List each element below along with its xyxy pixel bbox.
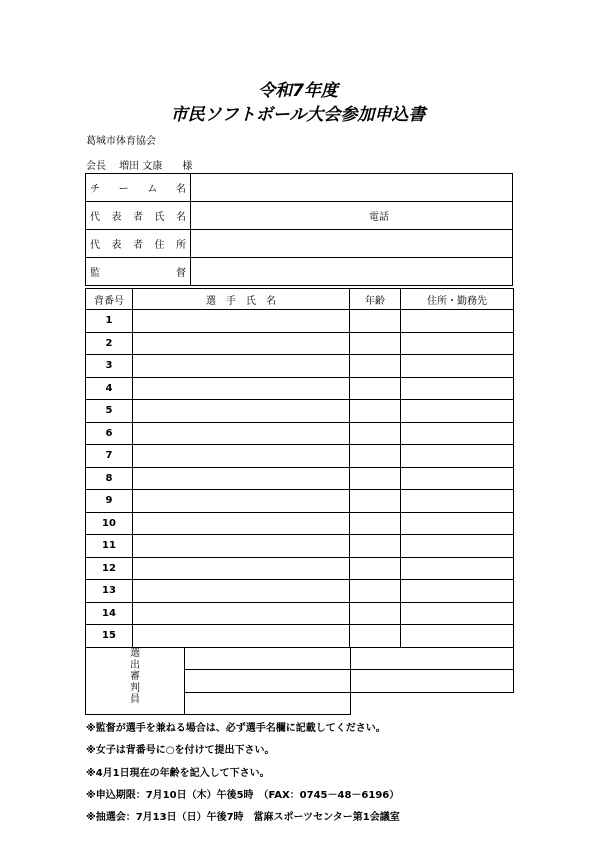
player-address-field[interactable] (401, 377, 514, 400)
umpire-info-field[interactable] (351, 648, 514, 670)
player-number: 5 (86, 400, 133, 423)
player-age-field[interactable] (350, 422, 401, 445)
umpires-table (85, 647, 514, 715)
player-number: 10 (86, 512, 133, 535)
player-address-field[interactable] (401, 580, 514, 603)
umpire-info-field[interactable] (351, 692, 514, 714)
address-label: 代 表 者 住 所 (86, 230, 191, 258)
player-row (86, 445, 514, 468)
umpire-info-field[interactable] (351, 670, 514, 692)
player-name-field[interactable] (133, 400, 350, 423)
player-name-field[interactable] (133, 490, 350, 513)
header-address: 住所・勤務先 (401, 289, 514, 310)
team-name-label: チ ー ム 名 (86, 174, 191, 202)
player-row (86, 602, 514, 625)
player-row (86, 490, 514, 513)
phone-label: 電話 (369, 212, 389, 223)
addressee: 会長 増田 文康 様 (86, 161, 193, 172)
representative-label: 代 表 者 氏 名 (86, 202, 191, 230)
player-number: 12 (86, 557, 133, 580)
player-name-field[interactable] (133, 445, 350, 468)
player-age-field[interactable] (350, 535, 401, 558)
player-address-field[interactable] (401, 310, 514, 333)
form-title-year: 令和7年度 (258, 81, 338, 101)
header-number: 背番号 (86, 289, 133, 310)
player-age-field[interactable] (350, 332, 401, 355)
umpire-label: 選 出 審 判 員 (86, 648, 185, 715)
player-address-field[interactable] (401, 512, 514, 535)
player-name-field[interactable] (133, 557, 350, 580)
player-row (86, 557, 514, 580)
player-age-field[interactable] (350, 625, 401, 648)
player-number: 2 (86, 332, 133, 355)
representative-field[interactable] (191, 202, 513, 230)
player-number: 14 (86, 602, 133, 625)
player-age-field[interactable] (350, 355, 401, 378)
player-row (86, 580, 514, 603)
player-row (86, 512, 514, 535)
player-row (86, 422, 514, 445)
player-number: 1 (86, 310, 133, 333)
association-name: 葛城市体育協会 (86, 136, 156, 147)
note-deadline: ※申込期限：7月10日（木）午後5時 （FAX：0745－48－6196） (86, 789, 400, 801)
player-address-field[interactable] (401, 332, 514, 355)
player-number: 13 (86, 580, 133, 603)
team-info-table (85, 173, 513, 286)
player-row (86, 355, 514, 378)
player-address-field[interactable] (401, 602, 514, 625)
note-female: ※女子は背番号に○を付けて提出下さい。 (86, 745, 275, 757)
player-number: 6 (86, 422, 133, 445)
umpire-name-field[interactable] (185, 692, 351, 714)
player-number: 3 (86, 355, 133, 378)
player-address-field[interactable] (401, 400, 514, 423)
player-address-field[interactable] (401, 557, 514, 580)
note-lottery: ※抽選会：7月13日（日）午後7時 當麻スポーツセンター第1会議室 (86, 812, 400, 824)
header-name: 選 手 氏 名 (133, 289, 350, 310)
manager-label: 監 督 (86, 258, 191, 286)
player-age-field[interactable] (350, 490, 401, 513)
notes (86, 722, 400, 833)
player-name-field[interactable] (133, 580, 350, 603)
player-address-field[interactable] (401, 625, 514, 648)
player-age-field[interactable] (350, 557, 401, 580)
player-row (86, 535, 514, 558)
player-name-field[interactable] (133, 332, 350, 355)
note-manager: ※監督が選手を兼ねる場合は、必ず選手名欄に記載してください。 (86, 723, 386, 734)
player-address-field[interactable] (401, 355, 514, 378)
player-age-field[interactable] (350, 377, 401, 400)
team-name-row (86, 174, 513, 202)
player-age-field[interactable] (350, 400, 401, 423)
umpire-row (86, 648, 514, 670)
player-number: 4 (86, 377, 133, 400)
manager-field[interactable] (191, 258, 513, 286)
player-age-field[interactable] (350, 310, 401, 333)
player-number: 7 (86, 445, 133, 468)
player-row (86, 400, 514, 423)
player-address-field[interactable] (401, 422, 514, 445)
manager-row (86, 258, 513, 286)
player-age-field[interactable] (350, 580, 401, 603)
address-field[interactable] (191, 230, 513, 258)
player-address-field[interactable] (401, 467, 514, 490)
players-table (85, 288, 514, 648)
player-name-field[interactable] (133, 512, 350, 535)
player-age-field[interactable] (350, 445, 401, 468)
player-name-field[interactable] (133, 625, 350, 648)
player-number: 9 (86, 490, 133, 513)
player-row (86, 377, 514, 400)
player-address-field[interactable] (401, 445, 514, 468)
player-number: 8 (86, 467, 133, 490)
player-age-field[interactable] (350, 512, 401, 535)
form-title: 市民ソフトボール大会参加申込書 (170, 105, 426, 125)
player-number: 15 (86, 625, 133, 648)
player-number: 11 (86, 535, 133, 558)
representative-row (86, 202, 513, 230)
player-row (86, 332, 514, 355)
umpire-name-field[interactable] (185, 648, 351, 670)
player-name-field[interactable] (133, 467, 350, 490)
player-row (86, 467, 514, 490)
team-name-field[interactable] (191, 174, 513, 202)
player-name-field[interactable] (133, 355, 350, 378)
player-name-field[interactable] (133, 310, 350, 333)
player-age-field[interactable] (350, 467, 401, 490)
note-age: ※4月1日現在の年齢を記入して下さい。 (86, 767, 270, 779)
umpire-name-field[interactable] (185, 670, 351, 692)
player-name-field[interactable] (133, 602, 350, 625)
address-row (86, 230, 513, 258)
player-age-field[interactable] (350, 602, 401, 625)
player-row (86, 310, 514, 333)
players-header-row (86, 289, 514, 310)
player-address-field[interactable] (401, 535, 514, 558)
player-address-field[interactable] (401, 490, 514, 513)
player-name-field[interactable] (133, 377, 350, 400)
player-row (86, 625, 514, 648)
header-age: 年齢 (350, 289, 401, 310)
player-name-field[interactable] (133, 422, 350, 445)
player-name-field[interactable] (133, 535, 350, 558)
